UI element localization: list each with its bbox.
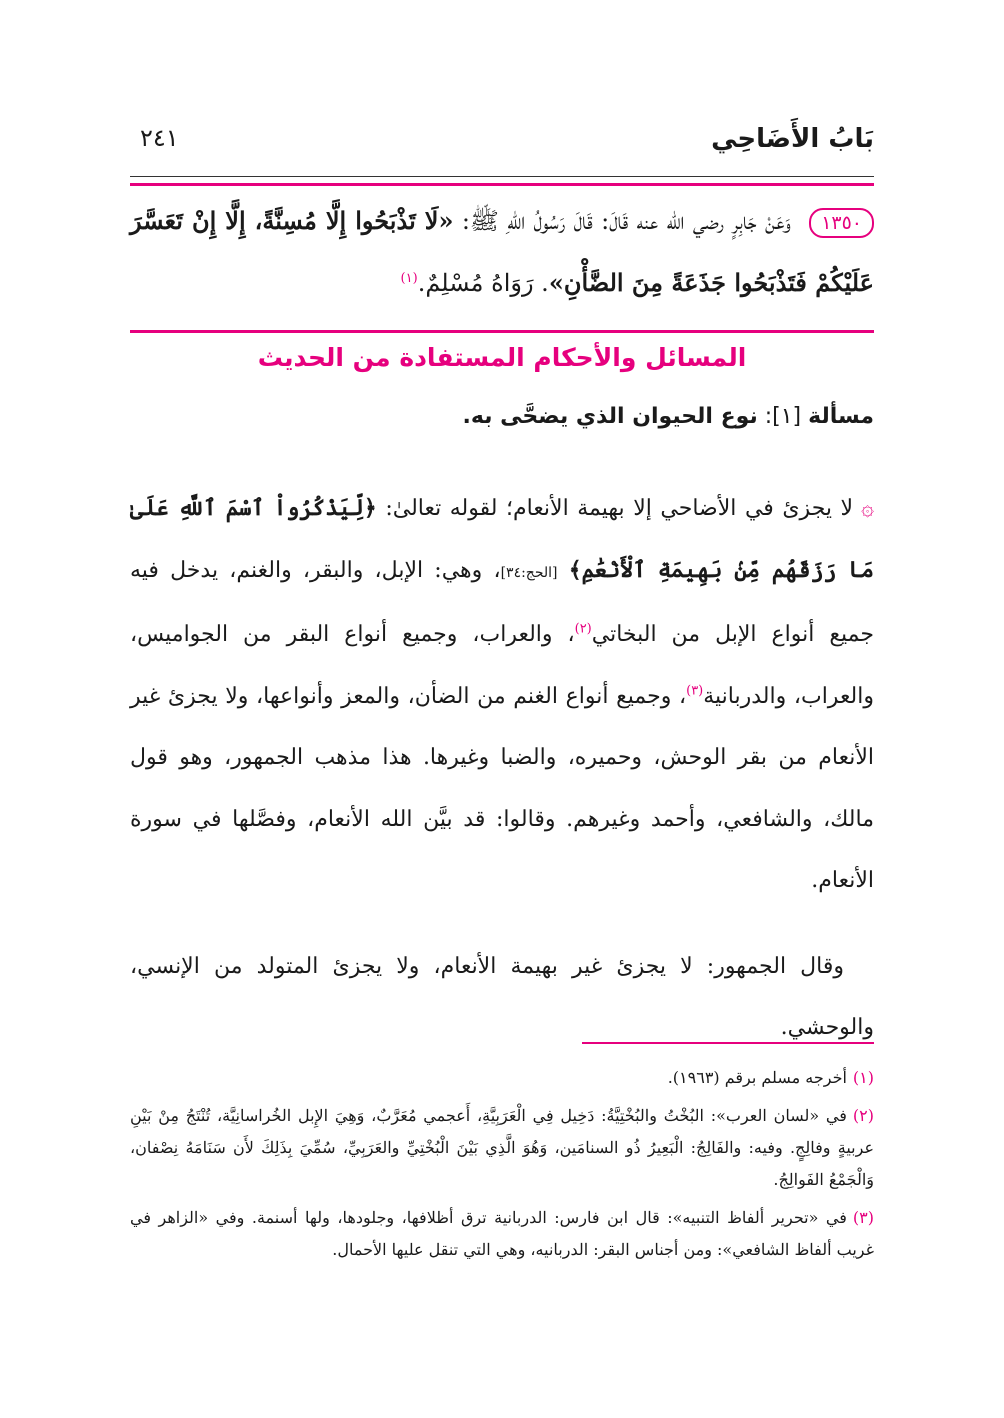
hadith-top-divider — [130, 183, 874, 186]
hadith-source: . رَوَاهُ مُسْلِمٌ. — [417, 269, 549, 297]
issue-number: [١]: — [764, 404, 802, 429]
chapter-title: بَابُ الأَضَاحِي — [711, 124, 874, 154]
footnote-number: (٣) — [852, 1208, 874, 1227]
paragraph-text: ، والعراب، وجميع أنواع البقر من الجواميس، والعراب، والدربانية — [130, 622, 874, 709]
surah-reference: [الحج:٣٤] — [500, 564, 558, 581]
footnote-text: أخرجه مسلم برقم (١٩٦٣). — [667, 1068, 847, 1087]
paragraph-text: ، وهي: الإبل، والبقر، والغنم، يدخل فيه جميع أنواع الإبل من البخاتي — [130, 557, 875, 647]
footnote-ref: (٣) — [686, 683, 704, 699]
footnotes — [130, 1062, 874, 1272]
page-number: ٢٤١ — [140, 124, 179, 152]
header-divider — [130, 176, 874, 177]
section-title: المسائل والأحكام المستفادة من الحديث — [257, 343, 747, 372]
flower-bullet-icon: ۞ — [861, 496, 874, 521]
footnote-text: في «تحرير ألفاظ التنبيه»: قال ابن فارس: الدربانية ترق أظلافها، وجلودها، ولها أسنمة. وفي «الزاهر في غريب ألفاظ الشافعي»: ومن أجناس البقر: الدربانيه، وهي التي تنقل عليها الأحمال. — [130, 1208, 874, 1259]
issue-label: مسألة — [808, 404, 874, 429]
page-header — [130, 118, 874, 170]
paragraph-text: ، وجميع أنواع الغنم من الضأن، والمعز وأنواعها، ولا يجزئ غير الأنعام من بقر الوحش، وحميره، والضبا وغيرها. هذا مذهب الجمهور، وهو قول مالك، والشافعي، وأحمد وغيرهم. وقالوا: قد بيَّن الله الأنعام، وفصَّلها في سورة الأنعام. — [130, 683, 874, 893]
footnote-ref: (١) — [400, 271, 418, 286]
footnote-item — [130, 1202, 874, 1266]
footnote-text: في «لسان العرب»: البُخْتُ والبُخْتِيَّةُ: دَخِيل فِي الْعَرَبِيَّةِ، أَعجمي مُعَرَّبٌ، وَهِيَ الإِبل الخُراسانِيَّة، تُنْتَجُ مِنْ بَيْنِ عربيةٍ وفالِجٍ. وفيه: والفَالِجُ: الْبَعِيرُ ذُو السنامَين، وَهُوَ الَّذِي بَيْنَ الْبُخْتِيِّ والعَرَبِيِّ، سُمِّيَ بِذَلِكَ لأَن سَنَامَهُ نِصْفان، وَالْجَمْعُ الفَوالِجُ. — [130, 1106, 874, 1189]
hadith-bottom-divider — [130, 330, 874, 333]
hadith-block — [130, 190, 874, 324]
quran-verse: ﴿لِّيَذْكُرُواْ ٱسْمَ ٱللَّهِ عَلَىٰ مَا رَزَقَهُم مِّنۢ بَهِيمَةِ ٱلْأَنْعَٰمِ﴾ — [130, 495, 874, 583]
footnotes-divider — [582, 1042, 874, 1044]
body-text — [130, 478, 874, 1059]
issue-title: نوع الحيوان الذي يضحَّى به. — [462, 404, 758, 429]
footnote-item — [130, 1062, 874, 1094]
footnote-number: (٢) — [852, 1106, 874, 1125]
hadith-quote: «لَا تَذْبَحُوا إِلَّا مُسِنَّةً، إِلَّا إِنْ تَعَسَّرَ عَلَيْكُمْ فَتَذْبَحُوا جَذَعَةً مِنَ الضَّأْنِ» — [130, 206, 874, 297]
paragraph: وقال الجمهور: لا يجزئ غير بهيمة الأنعام، ولا يجزئ المتولد من الإنسي، والوحشي. — [130, 953, 874, 1040]
paragraph-text: لا يجزئ في الأضاحي إلا بهيمة الأنعام؛ لقوله تعالىٰ: — [385, 496, 854, 521]
footnote-item — [130, 1100, 874, 1196]
footnote-number: (١) — [852, 1068, 874, 1087]
issue-heading — [130, 404, 874, 448]
hadith-intro: وَعَنْ جَابِرٍ رضي الله عنه قَالَ: قَالَ رَسُولُ اللهِ ﷺ: — [461, 207, 791, 235]
hadith-number-badge: ١٣٥٠ — [809, 208, 874, 238]
footnote-ref: (٢) — [574, 621, 592, 637]
paragraph — [130, 478, 874, 912]
